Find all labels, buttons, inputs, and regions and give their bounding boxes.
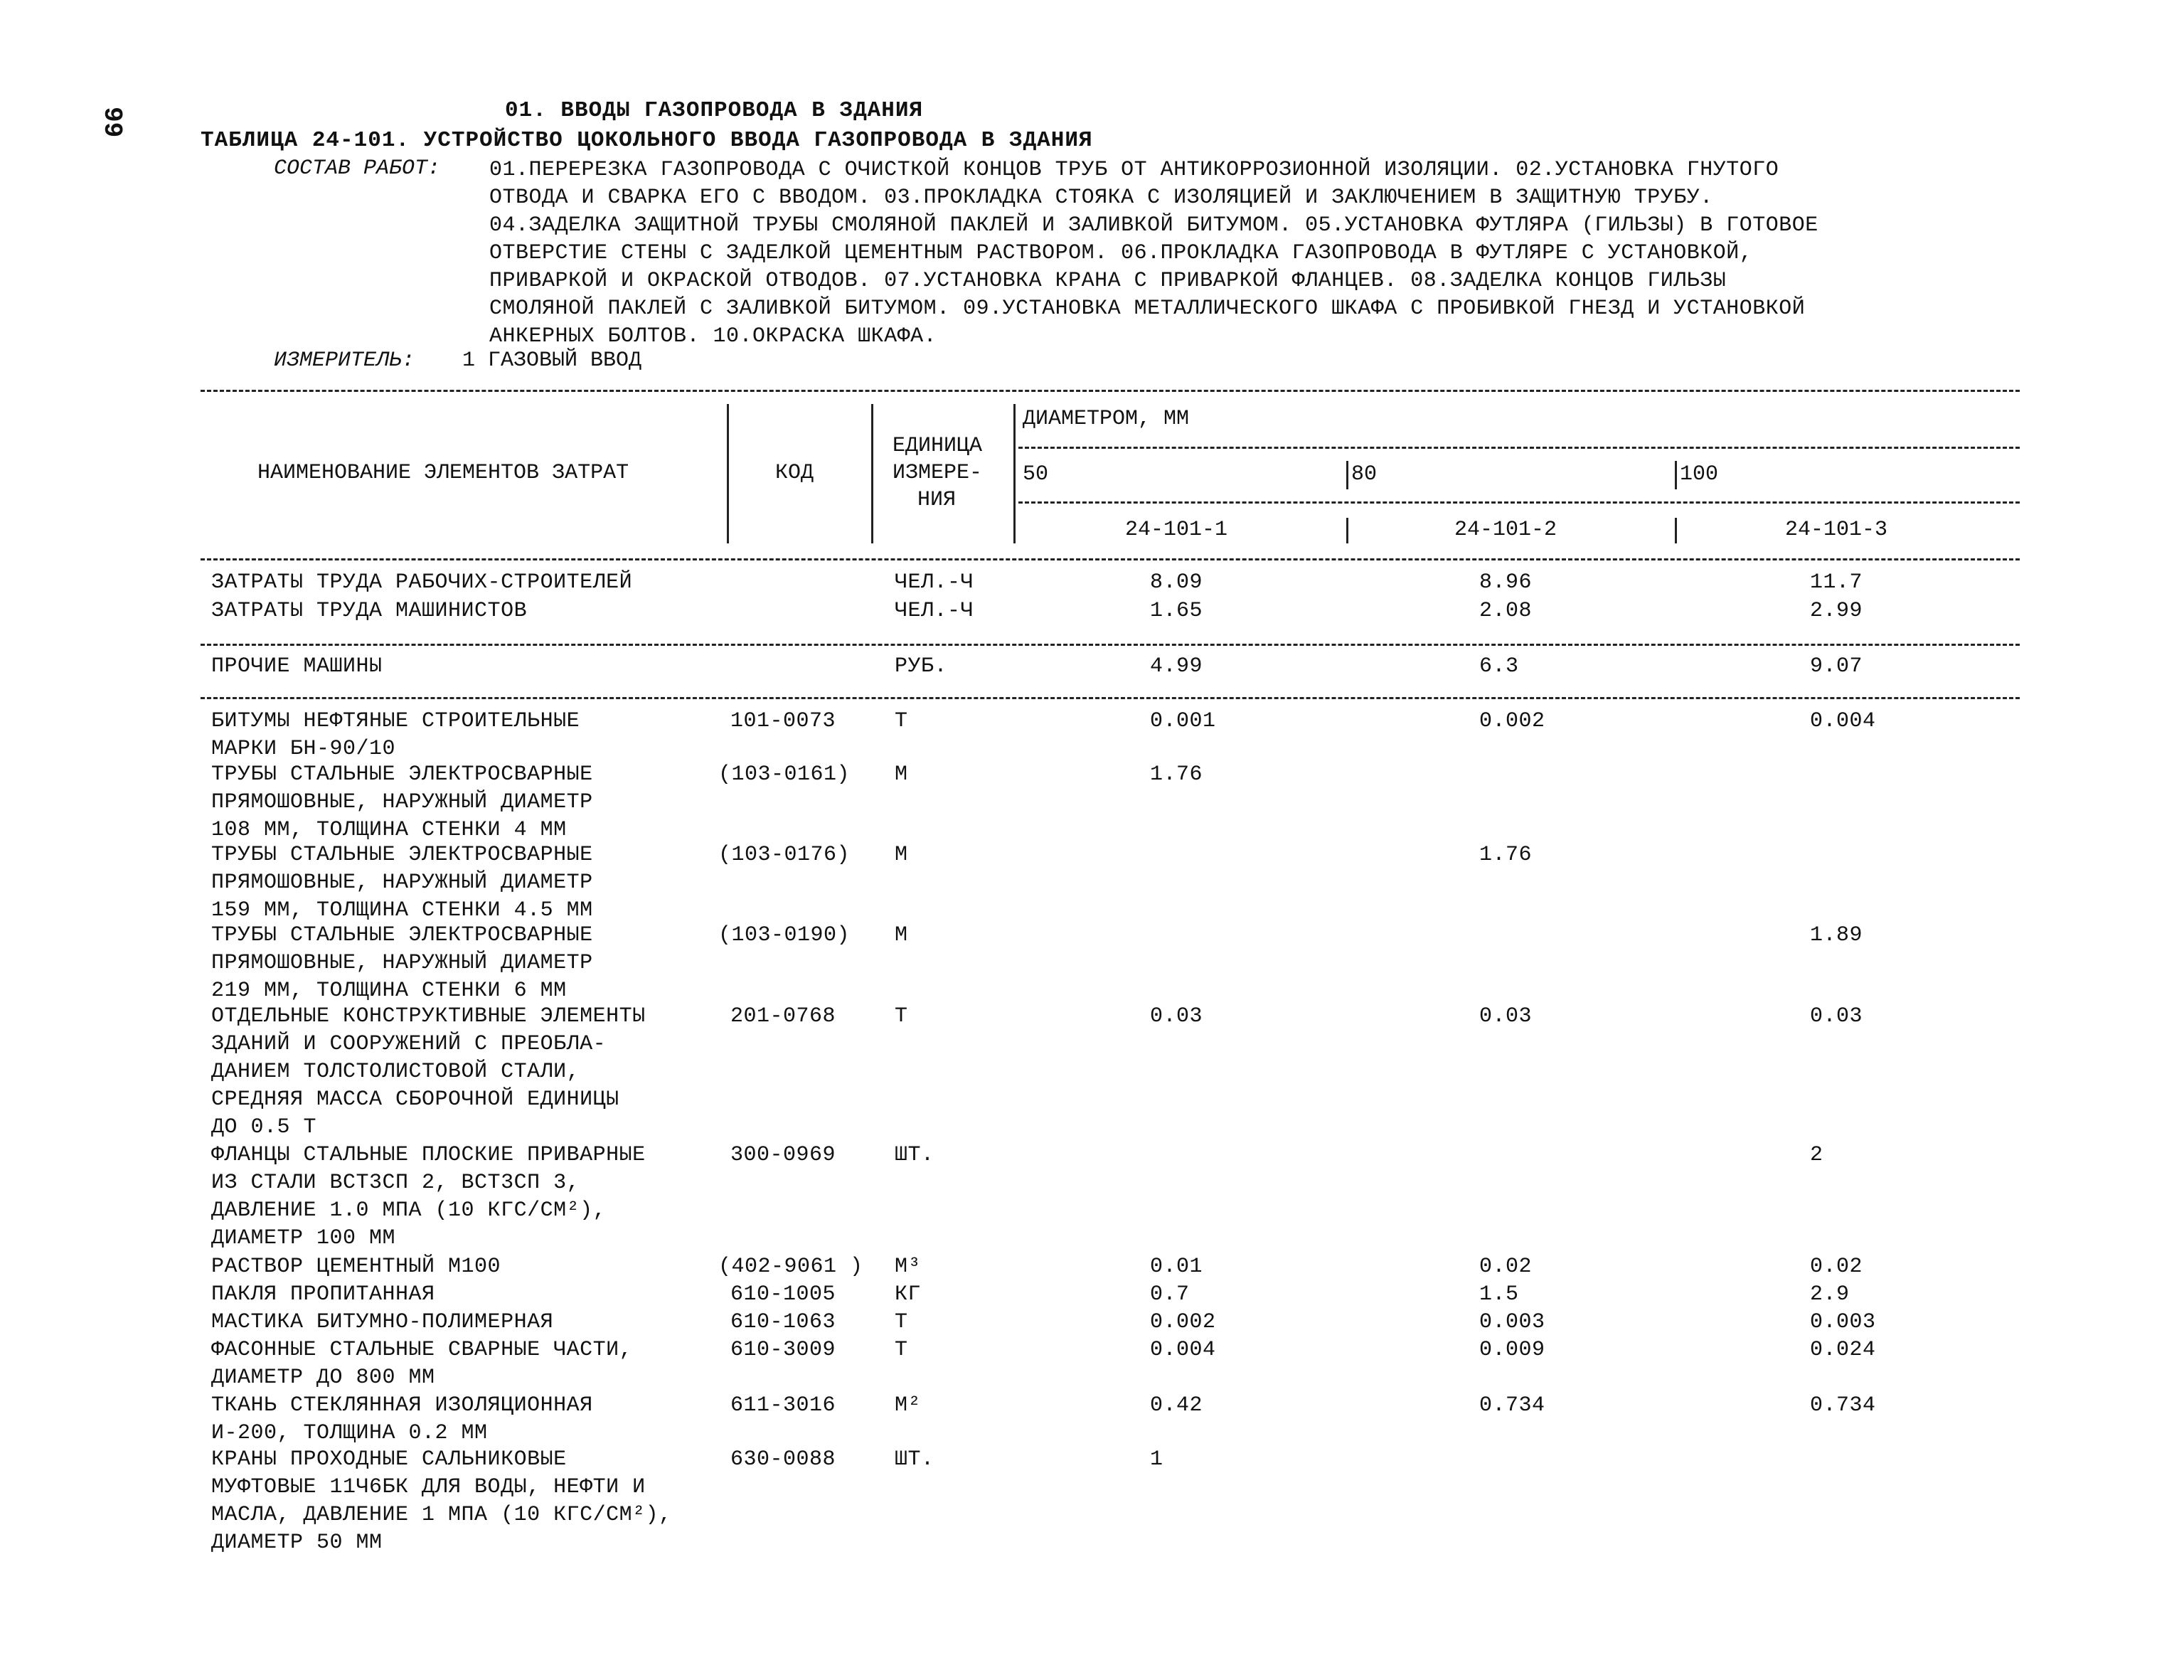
cell-code: 610-3009 bbox=[730, 1338, 836, 1362]
cell-value: 0.003 bbox=[1810, 1310, 1876, 1334]
cell-unit: М bbox=[895, 923, 908, 947]
col-sep-3 bbox=[1013, 404, 1016, 543]
cell-code: 201-0768 bbox=[730, 1004, 836, 1028]
measure-value: 1 ГАЗОВЫЙ ВВОД bbox=[462, 349, 642, 373]
cell-name: ФЛАНЦЫ СТАЛЬНЫЕ ПЛОСКИЕ ПРИВАРНЫЕ ИЗ СТАЛИ ВСТ3СП 2, ВСТ3СП 3, ДАВЛЕНИЕ 1.0 МПА (10 КГС/СМ²), ДИАМЕТР 100 ММ bbox=[211, 1143, 646, 1250]
cell-value: 1.76 bbox=[1150, 762, 1203, 787]
cell-name: МАСТИКА БИТУМНО-ПОЛИМЕРНАЯ bbox=[211, 1310, 554, 1334]
cell-value: 0.02 bbox=[1479, 1255, 1533, 1279]
cell-unit: М bbox=[895, 843, 908, 867]
header-code: КОД bbox=[775, 461, 814, 485]
col-sep-1 bbox=[727, 404, 729, 543]
cell-value: 0.002 bbox=[1150, 1310, 1216, 1334]
cell-value: 1.76 bbox=[1479, 843, 1533, 867]
cell-value: 2.08 bbox=[1479, 599, 1533, 623]
cell-value: 0.7 bbox=[1150, 1282, 1190, 1307]
composition-label: СОСТАВ РАБОТ: bbox=[274, 156, 441, 181]
cell-code: 610-1005 bbox=[730, 1282, 836, 1307]
cell-name: ЗАТРАТЫ ТРУДА МАШИНИСТОВ bbox=[211, 599, 528, 623]
cell-value: 11.7 bbox=[1810, 570, 1863, 595]
cell-value: 0.001 bbox=[1150, 709, 1216, 733]
cell-unit: ЧЕЛ.-Ч bbox=[895, 570, 974, 595]
cell-code: 300-0969 bbox=[730, 1143, 836, 1167]
col-sep-6 bbox=[1346, 518, 1348, 543]
rule-top bbox=[201, 390, 2020, 392]
page-number: 99 bbox=[97, 107, 127, 138]
cell-unit: ШТ. bbox=[895, 1143, 934, 1167]
cell-name: ТРУБЫ СТАЛЬНЫЕ ЭЛЕКТРОСВАРНЫЕ ПРЯМОШОВНЫЕ, НАРУЖНЫЙ ДИАМЕТР 108 ММ, ТОЛЩИНА СТЕНКИ 4 ММ bbox=[211, 762, 593, 842]
cell-name: ФАСОННЫЕ СТАЛЬНЫЕ СВАРНЫЕ ЧАСТИ, ДИАМЕТР ДО 800 ММ bbox=[211, 1338, 633, 1390]
cell-code: 630-0088 bbox=[730, 1447, 836, 1472]
cell-value: 2.9 bbox=[1810, 1282, 1850, 1307]
cell-unit: Т bbox=[895, 709, 908, 733]
cell-value: 0.004 bbox=[1810, 709, 1876, 733]
cell-value: 0.009 bbox=[1479, 1338, 1545, 1362]
cell-value: 2 bbox=[1810, 1143, 1823, 1167]
cell-name: КРАНЫ ПРОХОДНЫЕ САЛЬНИКОВЫЕ МУФТОВЫЕ 11Ч6БК ДЛЯ ВОДЫ, НЕФТИ И МАСЛА, ДАВЛЕНИЕ 1 МПА (10 КГС/СМ²), ДИАМЕТР 50 ММ bbox=[211, 1447, 672, 1555]
col-sep-5 bbox=[1675, 461, 1677, 489]
cell-unit: РУБ. bbox=[895, 654, 948, 679]
cell-value: 6.3 bbox=[1479, 654, 1519, 679]
header-code-1: 24-101-1 bbox=[1125, 518, 1228, 542]
cell-name: РАСТВОР ЦЕМЕНТНЫЙ М100 bbox=[211, 1255, 501, 1279]
cell-name: ПРОЧИЕ МАШИНЫ bbox=[211, 654, 383, 679]
cell-value: 0.42 bbox=[1150, 1393, 1203, 1418]
col-sep-2 bbox=[871, 404, 873, 543]
table-title: ТАБЛИЦА 24-101. УСТРОЙСТВО ЦОКОЛЬНОГО ВВОДА ГАЗОПРОВОДА В ЗДАНИЯ bbox=[201, 128, 1093, 153]
rule-diameter bbox=[1018, 447, 2020, 449]
col-sep-4 bbox=[1346, 461, 1348, 489]
composition-text: 01.ПЕРЕРЕЗКА ГАЗОПРОВОДА С ОЧИСТКОЙ КОНЦОВ ТРУБ ОТ АНТИКОРРОЗИОННОЙ ИЗОЛЯЦИИ. 02.УСТАНОВКА ГНУТОГО ОТВОДА И СВАРКА ЕГО С ВВОДОМ. 03.ПРОКЛАДКА СТОЯКА С ИЗОЛЯЦИЕЙ И ЗАКЛЮЧЕНИЕМ В ЗАЩИТНУЮ ТРУБУ. 04.ЗАДЕЛКА ЗАЩИТНОЙ ТРУБЫ СМОЛЯНОЙ ПАКЛЕЙ И ЗАЛИВКОЙ БИТУМОМ. 05.УСТАНОВКА ФУТЛЯРА (ГИЛЬЗЫ) В ГОТОВОЕ ОТВЕРСТИЕ СТЕНЫ С ЗАДЕЛКОЙ ЦЕМЕНТНЫМ РАСТВОРОМ. 06.ПРОКЛАДКА ГАЗОПРОВОДА В ФУТЛЯРЕ С УСТАНОВКОЙ, ПРИВАРКОЙ И ОКРАСКОЙ ОТВОДОВ. 07.УСТАНОВКА КРАНА С ПРИВАРКОЙ ФЛАНЦЕВ. 08.ЗАДЕЛКА КОНЦОВ ГИЛЬЗЫ СМОЛЯНОЙ ПАКЛЕЙ С ЗАЛИВКОЙ БИТУМОМ. 09.УСТАНОВКА МЕТАЛЛИЧЕСКОГО ШКАФА С ПРОБИВКОЙ ГНЕЗД И УСТАНОВКОЙ АНКЕРНЫХ БОЛТОВ. 10.ОКРАСКА ШКАФА. bbox=[489, 158, 1818, 349]
measure-label: ИЗМЕРИТЕЛЬ: bbox=[274, 349, 415, 373]
cell-value: 0.003 bbox=[1479, 1310, 1545, 1334]
header-unit-1: ЕДИНИЦА bbox=[893, 434, 983, 458]
cell-value: 0.024 bbox=[1810, 1338, 1876, 1362]
cell-name: ТРУБЫ СТАЛЬНЫЕ ЭЛЕКТРОСВАРНЫЕ ПРЯМОШОВНЫЕ, НАРУЖНЫЙ ДИАМЕТР 219 ММ, ТОЛЩИНА СТЕНКИ 6 ММ bbox=[211, 923, 593, 1003]
cell-code: (103-0190) bbox=[718, 923, 851, 947]
cell-unit: КГ bbox=[895, 1282, 922, 1307]
cell-unit: Т bbox=[895, 1338, 908, 1362]
cell-value: 2.99 bbox=[1810, 599, 1863, 623]
cell-name: ОТДЕЛЬНЫЕ КОНСТРУКТИВНЫЕ ЭЛЕМЕНТЫ ЗДАНИЙ И СООРУЖЕНИЙ С ПРЕОБЛА- ДАНИЕМ ТОЛСТОЛИСТОВОЙ СТАЛИ, СРЕДНЯЯ МАССА СБОРОЧНОЙ ЕДИНИЦЫ ДО 0.5 Т bbox=[211, 1004, 646, 1139]
rule-codes bbox=[1018, 501, 2020, 504]
cell-value: 9.07 bbox=[1810, 654, 1863, 679]
cell-value: 0.002 bbox=[1479, 709, 1545, 733]
cell-unit: ЧЕЛ.-Ч bbox=[895, 599, 974, 623]
cell-value: 1 bbox=[1150, 1447, 1163, 1472]
header-code-2: 24-101-2 bbox=[1454, 518, 1557, 542]
rule-section-2 bbox=[201, 697, 2020, 699]
header-unit-3: НИЯ bbox=[917, 488, 957, 512]
cell-name: БИТУМЫ НЕФТЯНЫЕ СТРОИТЕЛЬНЫЕ МАРКИ БН-90/10 bbox=[211, 709, 580, 761]
cell-value: 0.004 bbox=[1150, 1338, 1216, 1362]
cell-code: 610-1063 bbox=[730, 1310, 836, 1334]
cell-value: 0.03 bbox=[1810, 1004, 1863, 1028]
cell-value: 4.99 bbox=[1150, 654, 1203, 679]
cell-value: 0.02 bbox=[1810, 1255, 1863, 1279]
cell-code: (402-9061 ) bbox=[718, 1255, 863, 1279]
cell-unit: Т bbox=[895, 1004, 908, 1028]
cell-value: 0.03 bbox=[1479, 1004, 1533, 1028]
cell-value: 8.96 bbox=[1479, 570, 1533, 595]
header-unit-2: ИЗМЕРЕ- bbox=[893, 461, 983, 485]
header-code-3: 24-101-3 bbox=[1785, 518, 1888, 542]
cell-unit: М bbox=[895, 762, 908, 787]
col-sep-7 bbox=[1675, 518, 1677, 543]
cell-value: 1.65 bbox=[1150, 599, 1203, 623]
cell-unit: М² bbox=[895, 1393, 922, 1418]
cell-value: 0.03 bbox=[1150, 1004, 1203, 1028]
cell-value: 0.734 bbox=[1479, 1393, 1545, 1418]
cell-value: 1.5 bbox=[1479, 1282, 1519, 1307]
cell-code: 101-0073 bbox=[730, 709, 836, 733]
rule-section-1 bbox=[201, 644, 2020, 646]
cell-value: 0.734 bbox=[1810, 1393, 1876, 1418]
cell-value: 8.09 bbox=[1150, 570, 1203, 595]
cell-name: ЗАТРАТЫ ТРУДА РАБОЧИХ-СТРОИТЕЛЕЙ bbox=[211, 570, 633, 595]
cell-unit: М³ bbox=[895, 1255, 922, 1279]
cell-name: ТРУБЫ СТАЛЬНЫЕ ЭЛЕКТРОСВАРНЫЕ ПРЯМОШОВНЫЕ, НАРУЖНЫЙ ДИАМЕТР 159 ММ, ТОЛЩИНА СТЕНКИ 4.5 ММ bbox=[211, 843, 593, 923]
section-title: 01. ВВОДЫ ГАЗОПРОВОДА В ЗДАНИЯ bbox=[505, 98, 924, 123]
header-d1: 50 bbox=[1023, 462, 1049, 487]
cell-code: (103-0176) bbox=[718, 843, 851, 867]
rule-header-bottom bbox=[201, 558, 2020, 560]
cell-name: ПАКЛЯ ПРОПИТАННАЯ bbox=[211, 1282, 435, 1307]
cell-code: (103-0161) bbox=[718, 762, 851, 787]
header-d2: 80 bbox=[1351, 462, 1378, 487]
header-name: НАИМЕНОВАНИЕ ЭЛЕМЕНТОВ ЗАТРАТ bbox=[257, 461, 629, 485]
header-d3: 100 bbox=[1680, 462, 1719, 487]
cell-unit: Т bbox=[895, 1310, 908, 1334]
header-diameter: ДИАМЕТРОМ, ММ bbox=[1023, 407, 1190, 431]
cell-code: 611-3016 bbox=[730, 1393, 836, 1418]
cell-value: 1.89 bbox=[1810, 923, 1863, 947]
cell-unit: ШТ. bbox=[895, 1447, 934, 1472]
cell-name: ТКАНЬ СТЕКЛЯННАЯ ИЗОЛЯЦИОННАЯ И-200, ТОЛЩИНА 0.2 ММ bbox=[211, 1393, 593, 1445]
cell-value: 0.01 bbox=[1150, 1255, 1203, 1279]
